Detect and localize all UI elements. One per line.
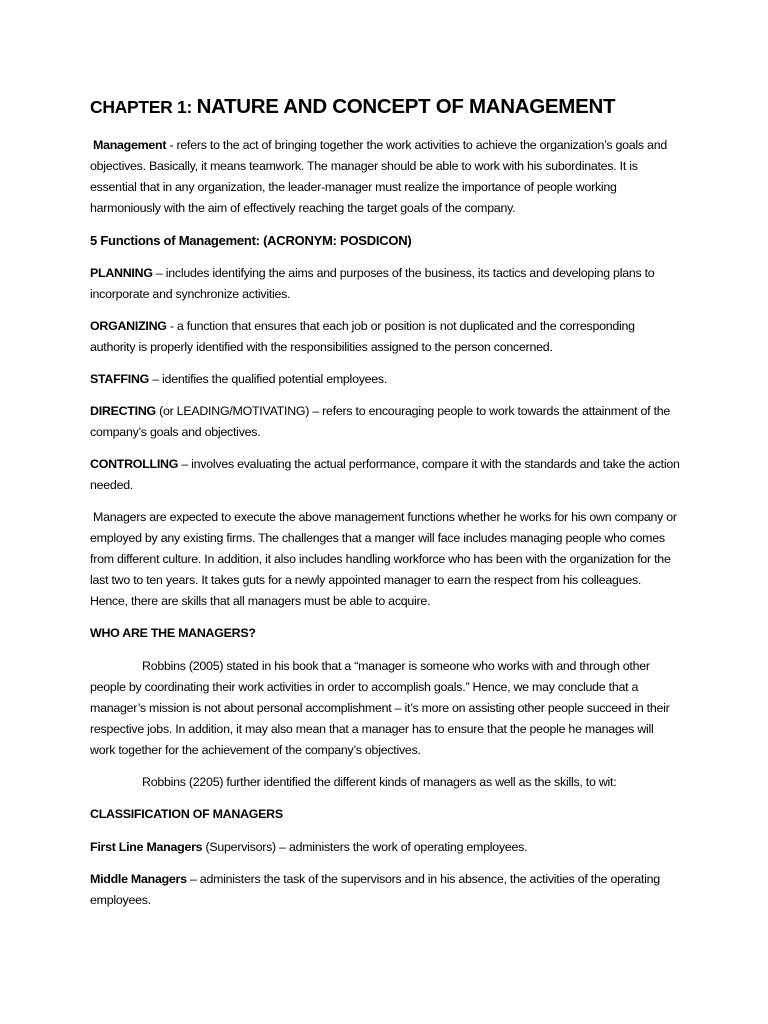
function-staffing	[90, 369, 680, 390]
functions-heading: 5 Functions of Management: (ACRONYM: POSDICON)	[90, 233, 412, 248]
first-line-text: (Supervisors) – administers the work of operating employees.	[202, 840, 528, 854]
document-page	[90, 92, 680, 922]
function-organizing	[90, 316, 680, 358]
function-term: PLANNING	[90, 266, 153, 280]
middle-text: – administers the task of the supervisors and in his absence, the activities of the operating employees.	[90, 872, 660, 907]
intro-text: - refers to the act of bringing together the work activities to achieve the organization’s goals and objectives. Basically, it means teamwork. The manager should be able to work with his subordinates. It is essential that in any organization, the leader-manager must realize the importance of people working harmoniously with the aim of effectively reaching the target goals of the company.	[90, 138, 667, 215]
function-term: STAFFING	[90, 372, 150, 386]
intro-paragraph	[90, 135, 680, 219]
function-controlling	[90, 454, 680, 496]
first-line-term: First Line Managers	[90, 840, 203, 854]
chapter-title	[90, 92, 680, 122]
classification-heading: CLASSIFICATION OF MANAGERS	[90, 807, 283, 821]
robbins-paragraph-1: Robbins (2005) stated in his book that a “manager is someone who works with and through other people by coordinating their work activities in order to accomplish goals.” Hence, we may conclude that a manager’s mission is not about personal accomplishment – it’s more on assisting other people succeed in their respective jobs. In addition, it may also mean that a manager has to ensure that the people he manages will work together for the achievement of the company’s objectives.	[90, 659, 670, 757]
function-text: – includes identifying the aims and purposes of the business, its tactics and developing plans to incorporate and synchronize activities.	[90, 266, 655, 301]
chapter-title-text: NATURE AND CONCEPT OF MANAGEMENT	[196, 95, 616, 118]
who-are-managers-heading: WHO ARE THE MANAGERS?	[90, 626, 256, 640]
robbins-paragraph-2: Robbins (2205) further identified the different kinds of managers as well as the skills, to wit:	[142, 775, 617, 789]
function-text: (or LEADING/MOTIVATING) – refers to encouraging people to work towards the attainment of the company’s goals and objectives.	[90, 404, 671, 439]
middle-managers-paragraph	[90, 869, 680, 911]
function-term: DIRECTING	[90, 404, 156, 418]
managers-paragraph: Managers are expected to execute the above management functions whether he works for his own company or employed by any existing firms. The challenges that a manger will face includes managing people who comes from different culture. In addition, it also includes handling workforce who has been with the organization for the last two to ten years. It takes guts for a newly appointed manager to earn the respect from his colleagues. Hence, there are skills that all managers must be able to acquire.	[90, 510, 677, 608]
function-directing	[90, 401, 680, 443]
intro-term: Management	[93, 138, 167, 152]
function-text: – identifies the qualified potential employees.	[149, 372, 388, 386]
chapter-label: CHAPTER 1:	[90, 97, 197, 117]
function-text: – involves evaluating the actual performance, compare it with the standards and take the action needed.	[90, 457, 680, 492]
middle-term: Middle Managers	[90, 872, 187, 886]
function-term: CONTROLLING	[90, 457, 179, 471]
function-planning	[90, 263, 680, 305]
function-term: ORGANIZING	[90, 319, 167, 333]
first-line-managers-paragraph	[90, 837, 680, 858]
function-text: - a function that ensures that each job or position is not duplicated and the corresponding authority is properly identified with the responsibilities assigned to the person concerned.	[90, 319, 635, 354]
